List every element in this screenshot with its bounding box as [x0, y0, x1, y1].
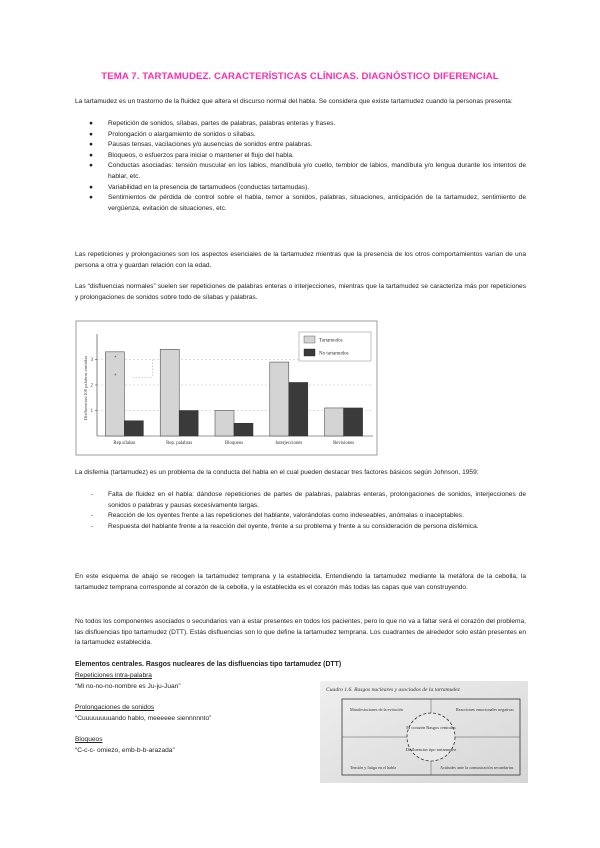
section-prolongaciones	[75, 703, 211, 724]
figure-quadrant-bottom-right: Actitudes ante la comunicación secundarias	[440, 765, 514, 770]
bullet-marker: ●	[89, 141, 93, 149]
section-bloqueos	[75, 735, 175, 756]
johnson-factors-list	[75, 490, 526, 532]
list-item: ● Bloqueos, o esfuerzos para iniciar o mantener el flujo del habla.	[75, 151, 526, 162]
nuclear-features-figure	[320, 681, 528, 783]
bar-no-tartamudos-0	[124, 421, 143, 436]
figure-quadrant-top-right: Reacciones emocionales negativas	[456, 707, 514, 712]
list-item: ● Repetición de sonidos, sílabas, partes de palabras, palabras enteras y frases.	[75, 119, 526, 130]
page-title: TEMA 7. TARTAMUDEZ. CARACTERÍSTICAS CLÍNICAS. DIAGNÓSTICO DIFERENCIAL	[101, 71, 499, 82]
list-item: ● Prolongación o alargamiento de sonidos o sílabas.	[75, 130, 526, 141]
figure-quadrant-top-left: Manifestaciones de la evitación	[350, 707, 403, 712]
bar-no-tartamudos-3	[289, 382, 308, 436]
bullet-marker: ●	[89, 194, 93, 202]
section-example: “C-c-c- omiezo, emb-b-b-arazada”	[75, 746, 175, 754]
bar-tartamudos-3	[270, 362, 289, 436]
figure-caption: Cuadro 1.6. Rasgos nucleares y asociados de la tartamudez	[326, 687, 460, 693]
y-tick-label: 3	[90, 358, 93, 364]
list-item: - Respuesta del hablante frente a la reacción del oyente, frente a su problema y frente a su consideración de persona disfémica.	[75, 522, 526, 533]
legend-swatch-tartamudos	[304, 336, 315, 343]
list-item: ● Sentimientos de pérdida de control sobre el habla, temor a sonidos, palabras, situaciones, anticipación de la tartamudez, sentimiento de vergüenza, evitación de situaciones, etc.	[89, 194, 526, 212]
paragraph-normal-disfluencies: Las “disfluencias normales” suelen ser repeticiones de palabras enteras o interjecciones, mientras que la tartamudez se caracteriza más por repeticiones y prolongaciones de sonidos sobre todo de sílabas y palabras.	[75, 283, 526, 301]
bullet-marker: ●	[89, 183, 93, 191]
x-category-label: Interjecciones	[275, 441, 303, 446]
bullet-marker: ●	[89, 151, 93, 159]
symptom-list	[75, 119, 526, 214]
list-item: ● Pausas tensas, vacilaciones y/o ausencias de sonidos entre palabras.	[75, 140, 526, 151]
bullet-marker: ●	[89, 162, 93, 170]
x-category-label: Bloqueos	[224, 441, 244, 446]
x-category-label: Rep.sílabas	[113, 441, 136, 446]
dash-marker: -	[91, 491, 94, 498]
dash-marker: -	[91, 512, 94, 520]
y-tick-label: 2	[90, 383, 93, 389]
bar-tartamudos-1	[160, 349, 179, 436]
list-item: - Reacción de los oyentes frente a las repeticiones del hablante, valorándolas como indeseables, anómalas o inaceptables.	[75, 511, 526, 522]
section-example: “Cuuuuuuuuando hablo, meeeeee siennnnnto”	[75, 714, 212, 722]
disfluency-bar-chart	[75, 320, 378, 456]
bar-tartamudos-4	[325, 408, 344, 436]
legend-label-tartamudos: Tartamudos	[319, 338, 343, 344]
bar-tartamudos-2	[215, 411, 234, 437]
paragraph-essential-aspects: Las repeticiones y prolongaciones son los aspectos esenciales de la tartamudez mientras que la presencia de los otros comportamientos varían de una persona a otra y guardan relación con la edad.	[75, 251, 526, 269]
section-label: Bloqueos	[75, 736, 103, 743]
legend-swatch-no-tartamudos	[304, 349, 315, 356]
bar-no-tartamudos-4	[344, 408, 363, 436]
significance-marker: *	[114, 355, 117, 362]
section-label: Prolongaciones de sonidos	[75, 704, 155, 711]
paragraph-onion-metaphor: En este esquema de abajo se recogen la tartamudez temprana y la establecida. Entendiendo la tartamudez mediante la metáfora de la cebolla, la tartamudez temprana corresponde al corazón de la cebolla, y la establecida es el corazón más todas las capas que van construyendo.	[75, 573, 526, 591]
dash-marker: -	[91, 522, 94, 530]
y-axis-label: Disfluencias/100 palabras emitidas	[83, 355, 88, 421]
figure-center-sub: Disfluencias tipo tartamudez	[405, 747, 457, 752]
list-item: ● Variabilidad en la presencia de tartamudeos (conductas tartamudas).	[75, 183, 526, 194]
y-tick-label: 1	[90, 409, 93, 415]
chart-legend	[299, 332, 371, 361]
bar-no-tartamudos-1	[179, 411, 198, 437]
paragraph-disfemia: La disfemia (tartamudez) es un problema de la conducta del habla en el cual pueden destacar tres factores básicos según Johnson, 1959:	[75, 469, 479, 476]
x-category-label: Rep. palabras	[166, 441, 193, 446]
legend-label-no-tartamudos: No tartamudos	[319, 351, 349, 357]
figure-center-label: El corazón Rasgos centrales	[406, 725, 456, 730]
bar-tartamudos-0	[105, 352, 124, 436]
x-category-label: Revisiones	[333, 441, 355, 446]
bar-no-tartamudos-2	[234, 423, 253, 436]
section-example: “Mi no-no-no-nombre es Ju-ju-Juan”	[75, 682, 181, 690]
section-label: Repeticiones intra-palabra	[75, 672, 152, 679]
paragraph-dtt: No todos los componentes asociados o secundarios van a estar presentes en todos los pacientes, pero lo que no va a faltar será el corazón del problema, las disfluencias tipo tartamudez (DTT). Estás disfluencias son lo que define la tartamudez temprana. Los cuadrantes de alrededor solo están presentes en la tartamudez establecida.	[75, 618, 526, 647]
section-repeticiones	[75, 671, 181, 692]
central-elements-heading: Elementos centrales. Rasgos nucleares de las disfluencias tipo tartamudez (DTT)	[75, 661, 342, 668]
intro-paragraph: La tartamudez es un trastorno de la fluidez que altera el discurso normal del habla. Se considera que existe tartamudez cuando la personas presenta:	[75, 98, 513, 105]
list-item: - Falta de fluidez en el habla: dándose repeticiones de partes de palabras, palabras enteras, prolongaciones de sonidos, interjecciones de sonidos o palabras y pausas excesivamente largas.	[91, 491, 526, 509]
bullet-marker: ●	[89, 120, 93, 127]
bullet-marker: ●	[89, 130, 93, 138]
significance-marker: *	[114, 373, 117, 380]
figure-quadrant-bottom-left: Tensión y fatiga en el habla	[350, 765, 397, 770]
list-item: ● Conductas asociadas: tensión muscular en los labios, mandíbula y/o cuello, temblor de labios, mandíbula y/o lengua durante los intentos de hablar, etc.	[89, 162, 526, 180]
